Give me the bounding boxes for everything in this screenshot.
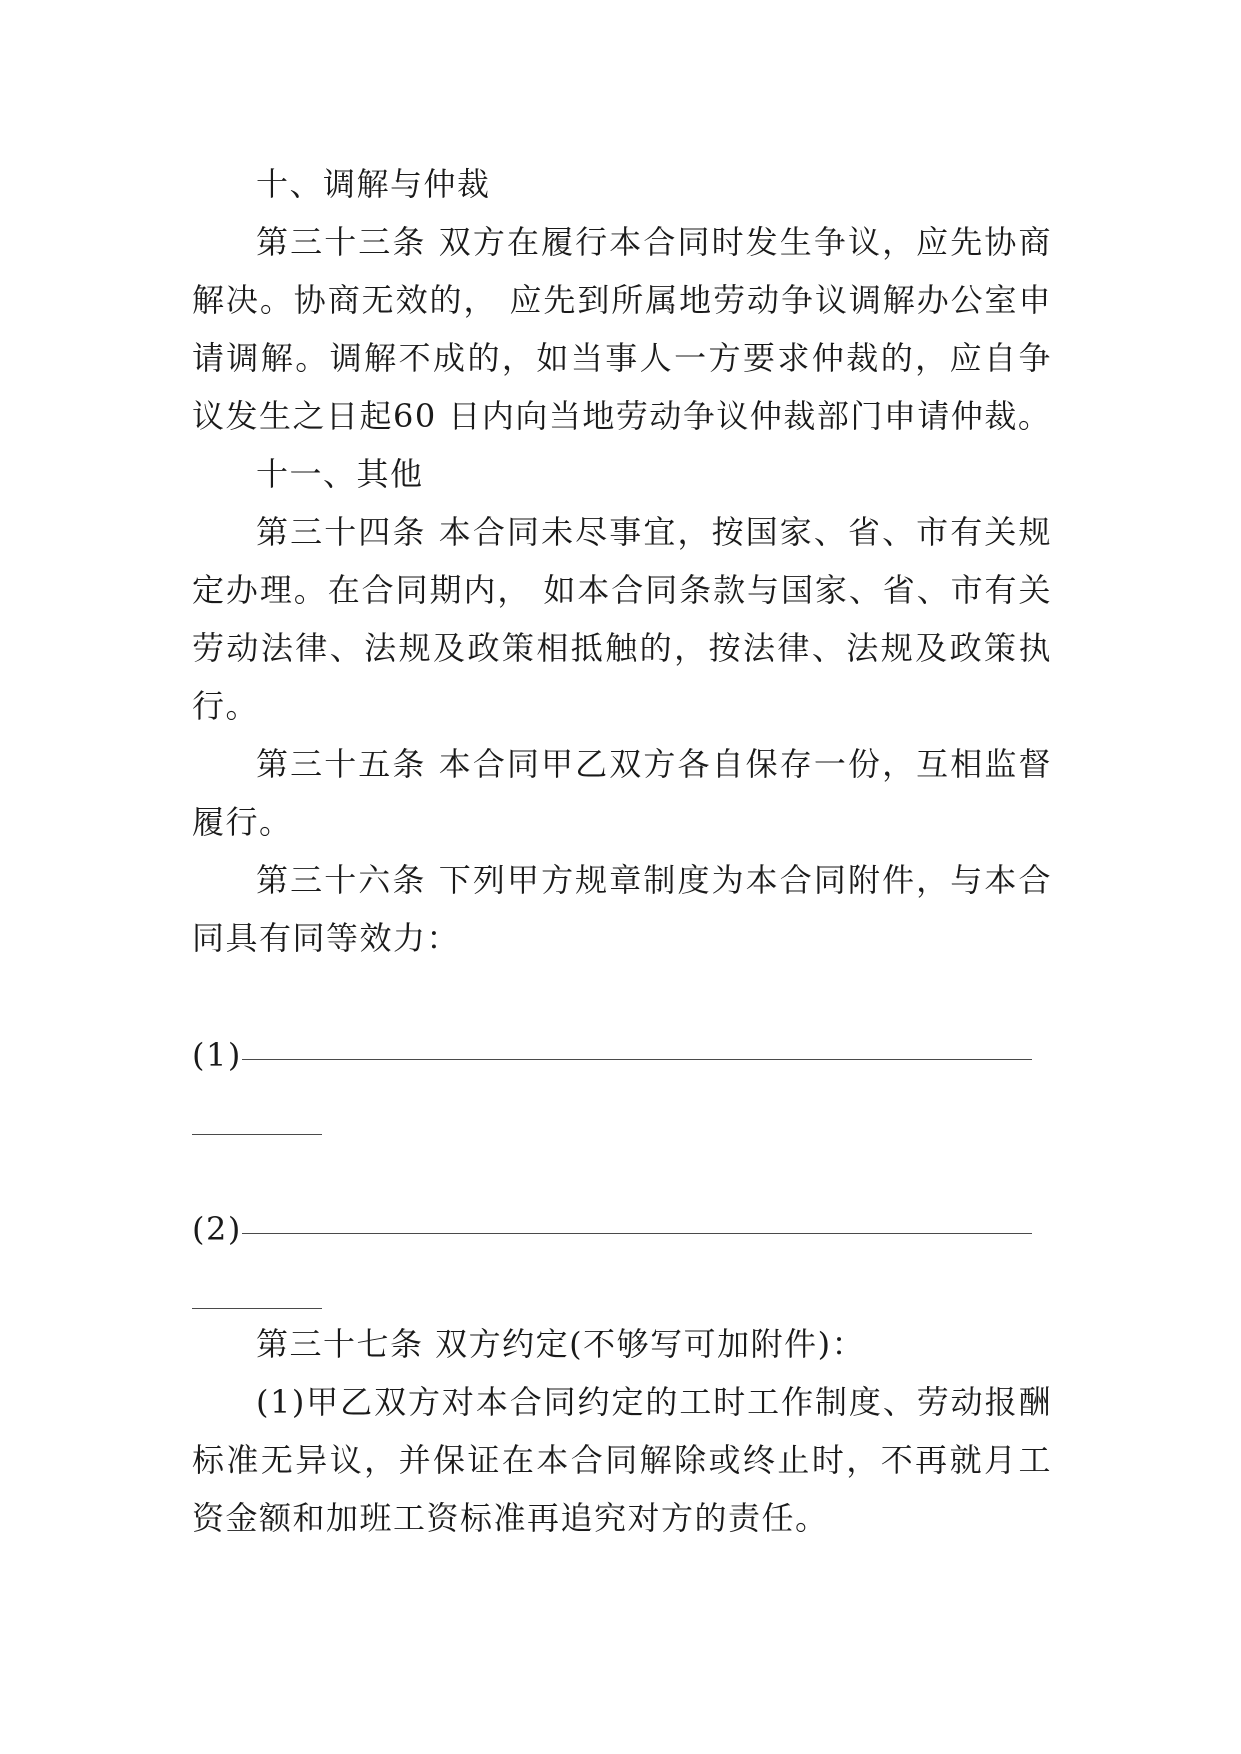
attachment-blank-1-continuation bbox=[192, 1083, 1052, 1141]
article-37: 第三十七条 双方约定(不够写可加附件)： bbox=[256, 1325, 866, 1363]
article-34: 第三十四条 本合同未尽事宜，按国家、省、市有关规定办理。在合同期内， 如本合同条款与国家、省、市有关劳动法律、法规及政策相抵触的，按法律、法规及政策执行。 bbox=[192, 513, 1052, 725]
attachment-blank-1-underline-continuation bbox=[192, 1094, 322, 1135]
section-heading-mediation-arbitration: 十、调解与仲裁 bbox=[256, 165, 491, 203]
attachment-blank-1-label: (1) bbox=[192, 1036, 242, 1074]
spacer bbox=[192, 967, 1052, 1025]
section-heading-other: 十一、其他 bbox=[256, 455, 424, 493]
article-37-item-1: (1)甲乙双方对本合同约定的工时工作制度、劳动报酬标准无异议，并保证在本合同解除或终止时，不再就月工资金额和加班工资标准再追究对方的责任。 bbox=[192, 1383, 1052, 1537]
article-33: 第三十三条 双方在履行本合同时发生争议，应先协商解决。协商无效的， 应先到所属地劳动争议调解办公室申请调解。调解不成的，如当事人一方要求仲裁的，应自争议发生之日起60 日内向当地劳动争议仲裁部门申请仲裁。 bbox=[192, 223, 1052, 435]
attachment-blank-2-continuation bbox=[192, 1257, 1052, 1315]
article-36: 第三十六条 下列甲方规章制度为本合同附件，与本合同具有同等效力： bbox=[192, 861, 1052, 957]
attachment-blank-1-underline bbox=[242, 1019, 1032, 1060]
attachment-blank-2 bbox=[192, 1199, 1052, 1257]
document-body bbox=[192, 155, 1052, 1547]
attachment-blank-1 bbox=[192, 1025, 1052, 1083]
attachment-blank-2-underline bbox=[242, 1193, 1032, 1234]
spacer bbox=[192, 1141, 1052, 1199]
attachment-blank-2-underline-continuation bbox=[192, 1268, 322, 1309]
article-35: 第三十五条 本合同甲乙双方各自保存一份，互相监督履行。 bbox=[192, 745, 1052, 841]
attachment-blank-2-label: (2) bbox=[192, 1210, 242, 1248]
